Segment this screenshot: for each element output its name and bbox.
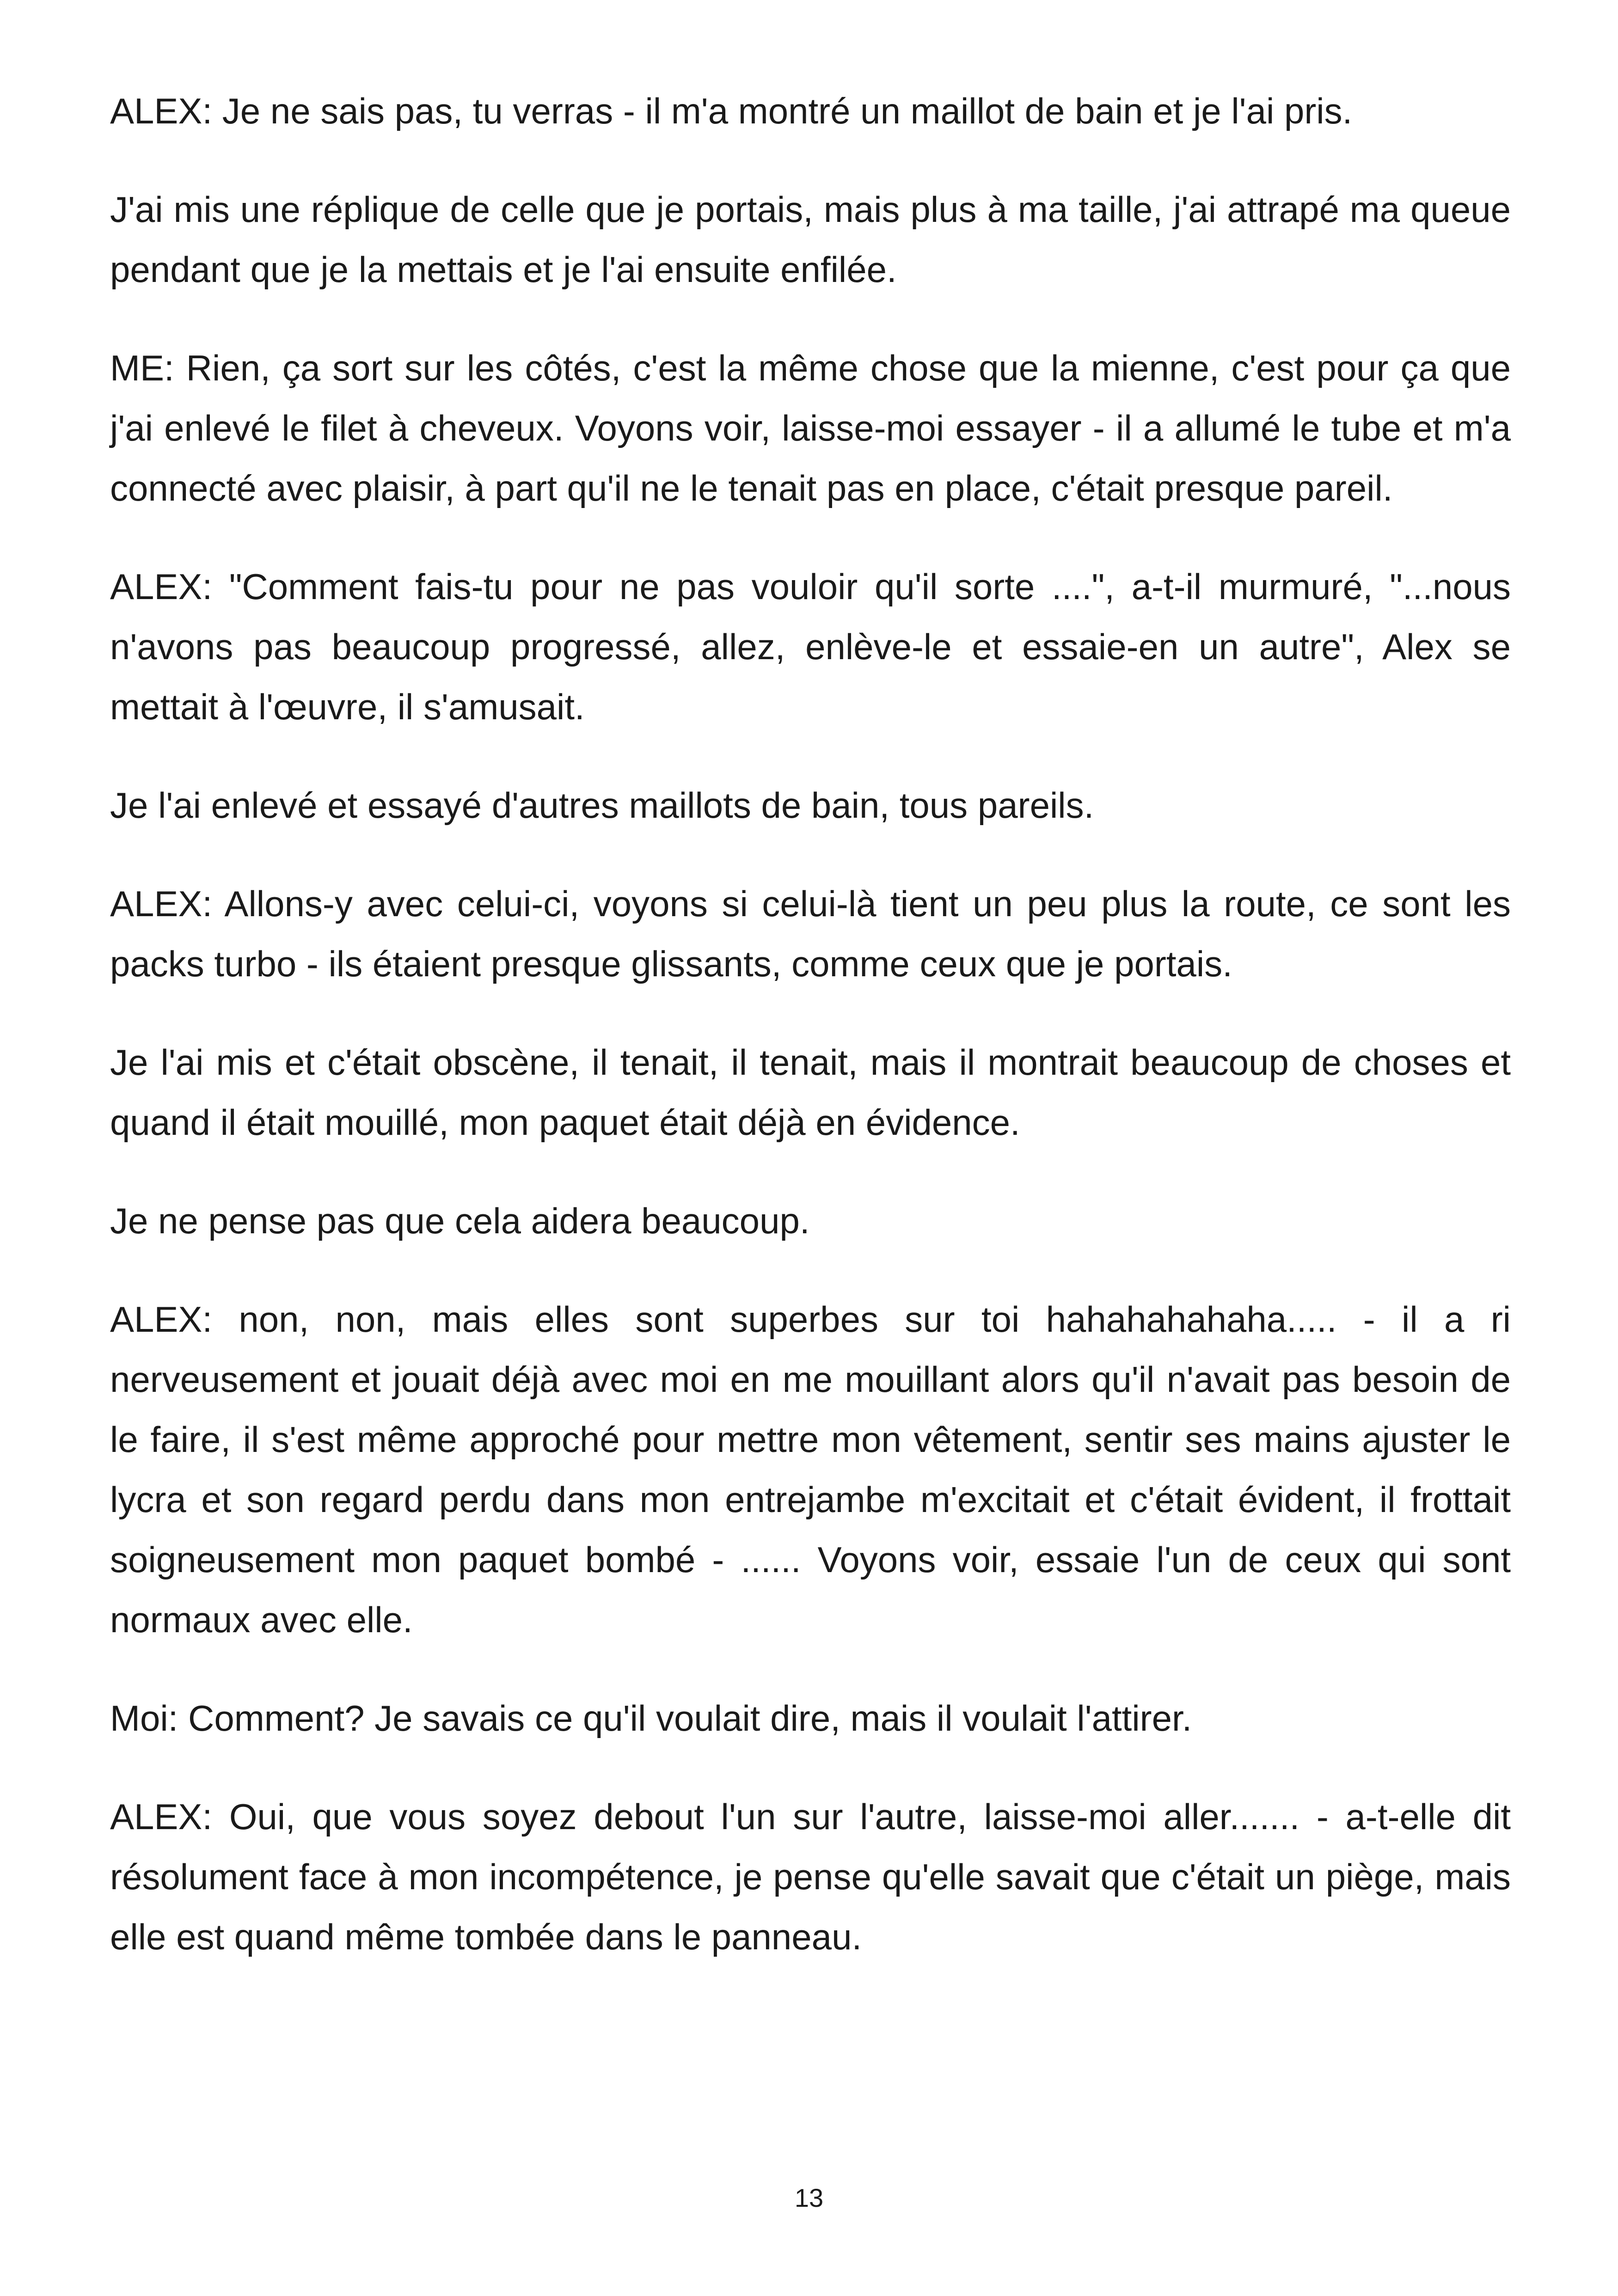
paragraph-10: Moi: Comment? Je savais ce qu'il voulait dire, mais il voulait l'attirer. [110, 1698, 1192, 1739]
paragraph-6: ALEX: Allons-y avec celui-ci, voyons si celui-là tient un peu plus la route, ce sont les packs turbo - ils étaient presque glissants, comme ceux que je portais. [110, 883, 1511, 984]
document-body [110, 81, 1511, 2005]
paragraph-4: ALEX: "Comment fais-tu pour ne pas vouloir qu'il sorte ....", a-t-il murmuré, "...nous n'avons pas beaucoup progressé, allez, enlève-le et essaie-en un autre", Alex se mettait à l'œuvre, il s'amusait. [110, 566, 1511, 727]
paragraph-9: ALEX: non, non, mais elles sont superbes sur toi hahahahahaha..... - il a ri nerveusement et jouait déjà avec moi en me mouillant alors qu'il n'avait pas besoin de le faire, il s'est même approché pour mettre mon vêtement, sentir ses mains ajuster le lycra et son regard perdu dans mon entrejambe m'excitait et c'était évident, il frottait soigneusement mon paquet bombé - ...... Voyons voir, essaie l'un de ceux qui sont normaux avec elle. [110, 1299, 1511, 1640]
paragraph-7: Je l'ai mis et c'était obscène, il tenait, il tenait, mais il montrait beaucoup de choses et quand il était mouillé, mon paquet était déjà en évidence. [110, 1042, 1511, 1143]
paragraph-2: J'ai mis une réplique de celle que je portais, mais plus à ma taille, j'ai attrapé ma queue pendant que je la mettais et je l'ai ensuite enfilée. [110, 189, 1511, 290]
paragraph-8: Je ne pense pas que cela aidera beaucoup. [110, 1200, 810, 1241]
paragraph-5: Je l'ai enlevé et essayé d'autres maillots de bain, tous pareils. [110, 785, 1094, 826]
paragraph-3: ME: Rien, ça sort sur les côtés, c'est la même chose que la mienne, c'est pour ça que j'ai enlevé le filet à cheveux. Voyons voir, laisse-moi essayer - il a allumé le tube et m'a connecté avec plaisir, à part qu'il ne le tenait pas en place, c'était presque pareil. [110, 348, 1511, 508]
page-number: 13 [794, 2183, 824, 2212]
paragraph-11: ALEX: Oui, que vous soyez debout l'un sur l'autre, laisse-moi aller....... - a-t-elle dit résolument face à mon incompétence, je pense qu'elle savait que c'était un piège, mais elle est quand même tombée dans le panneau. [110, 1796, 1511, 1957]
paragraph-1: ALEX: Je ne sais pas, tu verras - il m'a montré un maillot de bain et je l'ai pris. [110, 91, 1353, 131]
